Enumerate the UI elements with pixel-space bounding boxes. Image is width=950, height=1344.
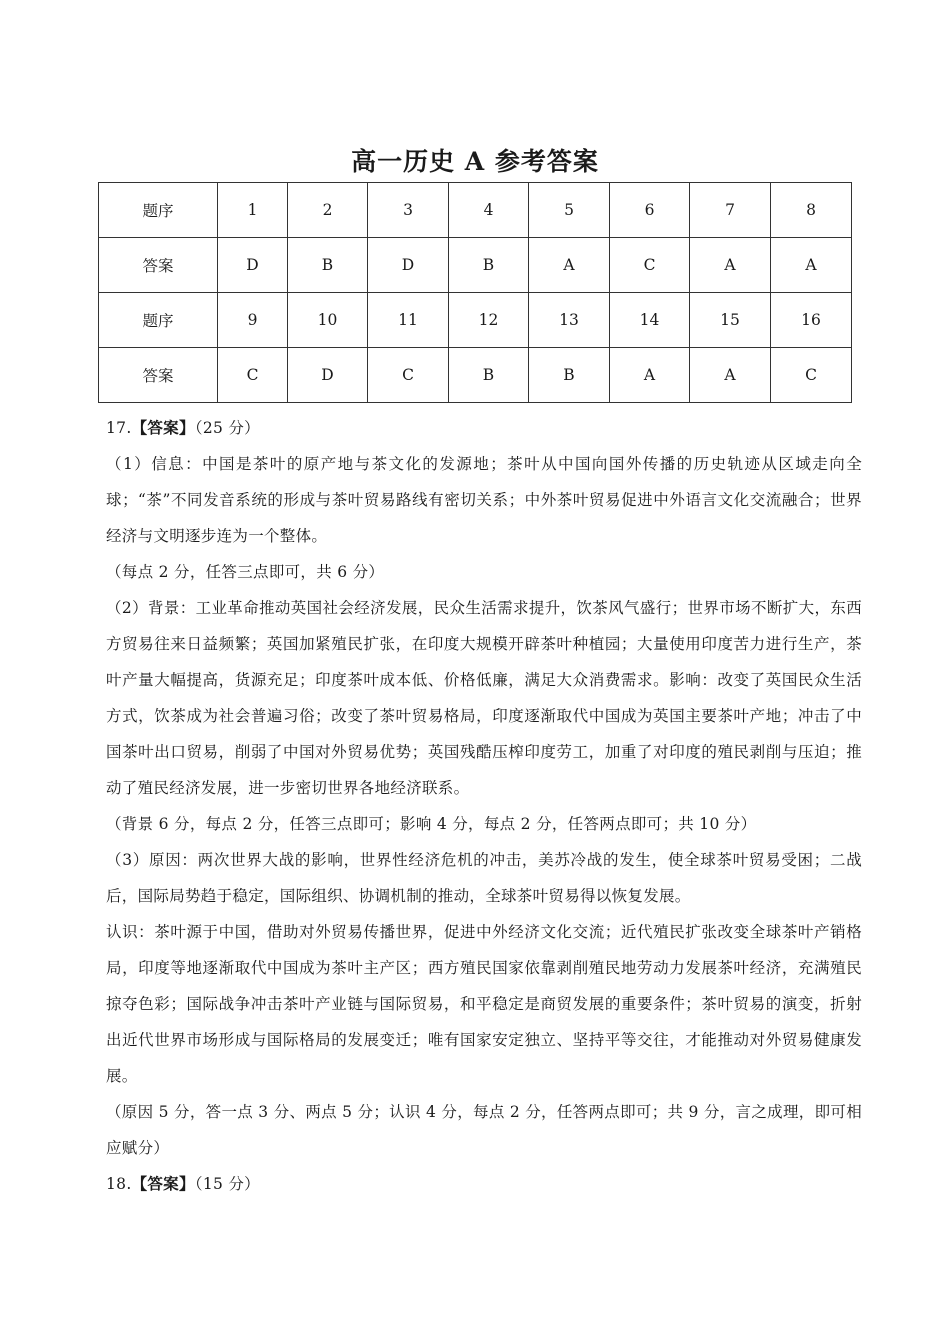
table-cell: C xyxy=(368,348,449,403)
q17-number: 17. xyxy=(106,419,132,437)
answer-table xyxy=(98,182,852,403)
table-cell: 3 xyxy=(368,183,449,238)
table-cell: 16 xyxy=(771,293,852,348)
table-cell: 15 xyxy=(690,293,771,348)
table-cell: 10 xyxy=(288,293,368,348)
table-cell: A xyxy=(690,238,771,293)
table-cell: 5 xyxy=(529,183,610,238)
q17-part3: （3）原因：两次世界大战的影响，世界性经济危机的冲击，美苏冷战的发生，使全球茶叶贸易受困；二战后，国际局势趋于稳定，国际组织、协调机制的推动，全球茶叶贸易得以恢复发展。 xyxy=(106,851,862,905)
q18-tag: 【答案】 xyxy=(131,1174,195,1193)
table-cell: A xyxy=(771,238,852,293)
table-cell: 2 xyxy=(288,183,368,238)
row-header: 答案 xyxy=(99,238,218,293)
table-cell: 7 xyxy=(690,183,771,238)
table-cell: 9 xyxy=(218,293,288,348)
table-cell: A xyxy=(690,348,771,403)
row-header: 题序 xyxy=(99,183,218,238)
table-cell: A xyxy=(529,238,610,293)
row-header: 题序 xyxy=(99,293,218,348)
q17-part3-score: （原因 5 分，答一点 3 分、两点 5 分；认识 4 分，每点 2 分，任答两点即可；共 9 分，言之成理，即可相应赋分） xyxy=(106,1103,862,1157)
q17-part2: （2）背景：工业革命推动英国社会经济发展，民众生活需求提升，饮茶风气盛行；世界市场不断扩大，东西方贸易往来日益频繁；英国加紧殖民扩张，在印度大规模开辟茶叶种植园；大量使用印度苦力进行生产，茶叶产量大幅提高，货源充足；印度茶叶成本低、价格低廉，满足大众消费需求。影响：改变了英国民众生活方式，饮茶成为社会普遍习俗；改变了茶叶贸易格局，印度逐渐取代中国成为英国主要茶叶产地；冲击了中国茶叶出口贸易，削弱了中国对外贸易优势；英国残酷压榨印度劳工，加重了对印度的殖民剥削与压迫；推动了殖民经济发展，进一步密切世界各地经济联系。 xyxy=(106,599,862,797)
table-cell: C xyxy=(771,348,852,403)
q17-score: （25 分） xyxy=(194,419,260,437)
q18-heading xyxy=(106,1166,862,1202)
q18-score: （15 分） xyxy=(194,1175,260,1193)
table-cell: C xyxy=(218,348,288,403)
table-cell: 13 xyxy=(529,293,610,348)
table-cell: 8 xyxy=(771,183,852,238)
table-cell: D xyxy=(288,348,368,403)
table-row xyxy=(99,238,852,293)
row-header: 答案 xyxy=(99,348,218,403)
table-cell: B xyxy=(529,348,610,403)
page-title: 高一历史 A 参考答案 xyxy=(351,147,599,176)
q17-part2-score: （背景 6 分，每点 2 分，任答三点即可；影响 4 分，每点 2 分，任答两点即可；共 10 分） xyxy=(106,815,757,833)
table-cell: A xyxy=(610,348,690,403)
table-row xyxy=(99,183,852,238)
table-cell: B xyxy=(449,238,529,293)
table-cell: 14 xyxy=(610,293,690,348)
table-row xyxy=(99,293,852,348)
table-cell: 6 xyxy=(610,183,690,238)
q18-number: 18. xyxy=(106,1175,132,1193)
table-cell: D xyxy=(218,238,288,293)
table-cell: D xyxy=(368,238,449,293)
table-cell: 1 xyxy=(218,183,288,238)
q17-tag: 【答案】 xyxy=(131,418,195,437)
table-row xyxy=(99,348,852,403)
q17-part1-score: （每点 2 分，任答三点即可，共 6 分） xyxy=(106,563,385,581)
table-cell: 11 xyxy=(368,293,449,348)
table-cell: B xyxy=(449,348,529,403)
table-cell: 12 xyxy=(449,293,529,348)
answer-content xyxy=(106,410,862,1202)
q17-heading xyxy=(106,410,862,446)
table-cell: 4 xyxy=(449,183,529,238)
q17-part1: （1）信息：中国是茶叶的原产地与茶文化的发源地；茶叶从中国向国外传播的历史轨迹从区域走向全球；“茶”不同发音系统的形成与茶叶贸易路线有密切关系；中外茶叶贸易促进中外语言文化交流融合；世界经济与文明逐步连为一个整体。 xyxy=(106,455,862,545)
table-cell: B xyxy=(288,238,368,293)
table-cell: C xyxy=(610,238,690,293)
q17-part3-view: 认识：茶叶源于中国，借助对外贸易传播世界，促进中外经济文化交流；近代殖民扩张改变全球茶叶产销格局，印度等地逐渐取代中国成为茶叶主产区；西方殖民国家依靠剥削殖民地劳动力发展茶叶经济，充满殖民掠夺色彩；国际战争冲击茶叶产业链与国际贸易，和平稳定是商贸发展的重要条件；茶叶贸易的演变，折射出近代世界市场形成与国际格局的发展变迁；唯有国家安定独立、坚持平等交往，才能推动对外贸易健康发展。 xyxy=(106,923,862,1085)
